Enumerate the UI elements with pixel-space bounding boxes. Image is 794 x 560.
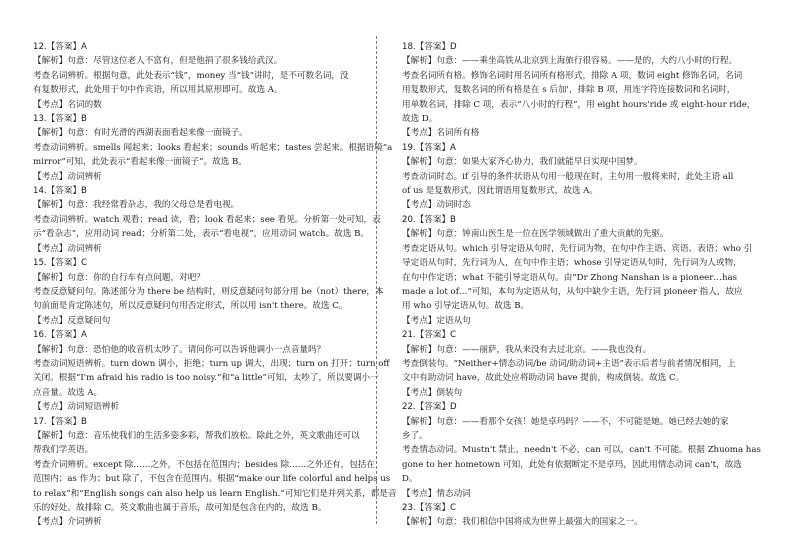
topic-line: 【考点】倒装句 (402, 387, 463, 398)
explanation-line: 关闭。根据“I'm afraid his radio is too noisy.”和“a little”可知，太吵了，所以要调小一 (33, 373, 379, 384)
answer-line: 13.【答案】B (33, 114, 87, 125)
explanation-line: 考查介词辨析。except 除……之外，不包括在范围内；besides 除……之外还有，包括在 (33, 459, 375, 470)
topic-line: 【考点】反意疑问句 (33, 315, 111, 326)
answer-line: 23.【答案】C (402, 503, 457, 513)
answer-line: 14.【答案】B (33, 186, 87, 197)
explanation-line: 考查定语从句。which 引导定语从句时，先行词为物，在句中作主语、宾语、表语；who 引 (402, 243, 753, 254)
answer-line: 21.【答案】C (402, 330, 457, 341)
answer-line: 12.【答案】A (33, 42, 87, 52)
explanation-line: 句前面是肯定陈述句，所以反意疑问句用否定形式，所以用 isn't there。故选 C。 (33, 301, 348, 312)
explanation-line: 考查名词所有格。修饰名词时用名词所有格形式，排除 A 项，数词 eight 修饰名词，名词 (402, 70, 743, 81)
analysis-line: 【解析】句意：我们相信中国将成为世界上最强大的国家之一。 (402, 517, 643, 528)
topic-line: 【考点】情态动词 (402, 488, 471, 499)
analysis-line: 【解析】句意：你的自行车有点问题，对吧？ (33, 272, 205, 283)
topic-line: 【考点】名词所有格 (402, 128, 480, 139)
answer-line: 19.【答案】A (402, 142, 456, 153)
explanation-line: 考查倒装句。“Neither+情态动词/be 动词/助动词+主语”表示后者与前者情况相同，上 (402, 358, 736, 369)
answer-line: 17.【答案】B (33, 416, 87, 427)
topic-line: 【考点】动词辨析 (33, 243, 102, 254)
topic-line: 【考点】介词辨析 (33, 517, 102, 528)
answer-line: 20.【答案】B (402, 214, 456, 225)
analysis-line: 【解析】句意：钟南山医生是一位在医学领域做出了重大贡献的先驱。 (402, 229, 669, 240)
analysis-line: 【解析】句意：——丽萨，我从来没有去过北京。——我也没有。 (402, 344, 652, 355)
topic-line: 【考点】动词辨析 (33, 171, 102, 182)
explanation-line: 导定语从句时，先行词为人，在句中作主语；whose 引导定语从句时，先行词为人或物， (402, 258, 742, 269)
explanation-line: 乡了。 (402, 430, 428, 441)
analysis-line: 【解析】句意：我经常看杂志，我的父母总是看电视。 (33, 200, 240, 211)
explanation-line: 考查动词辨析。watch 观看；read 读，看；look 看起来；see 看见。分析第一处可知，表 (33, 214, 381, 225)
analysis-line: 【解析】句意：音乐使我们的生活多姿多彩，帮我们放松。除此之外，英文歌曲还可以 (33, 430, 360, 441)
explanation-line: 考查反意疑问句。陈述部分为 there be 结构时，则反意疑问句部分用 be（not）there，本 (33, 286, 384, 297)
explanation-line: 考查名词辨析。根据句意，此处表示“钱”，money 当“钱”讲时，是不可数名词，没 (33, 70, 349, 81)
answer-line: 16.【答案】A (33, 330, 87, 341)
explanation-line: D。 (402, 474, 418, 485)
topic-line: 【考点】动词时态 (402, 200, 471, 211)
explanation-line: 考查动词时态。if 引导的条件状语从句用一般现在时，主句用一般将来时，此处主语 all (402, 171, 734, 182)
explanation-line: 文中有助动词 have，故此处应将助动词 have 提前，构成倒装。故选 C。 (402, 373, 685, 384)
explanation-line: 故选 D。 (402, 114, 438, 125)
explanation-line: to relax”和“English songs can also help us learn English.”可知它们是并列关系，都是音 (33, 488, 397, 499)
explanation-line: 考查情态动词。Mustn't 禁止，needn't 不必，can 可以，can't 不可能。根据 Zhuoma has (402, 445, 761, 456)
explanation-line: 考查动词短语辨析。turn down 调小，拒绝；turn up 调大，出现；turn on 打开；turn off (33, 358, 390, 369)
analysis-line: 【解析】句意：——乘坐高铁从北京到上海旅行很容易。——是的，大约八小时的行程。 (402, 56, 738, 67)
analysis-line: 【解析】句意：如果大家齐心协力，我们就能早日实现中国梦。 (402, 157, 643, 168)
explanation-line: 用复数形式，复数名词的所有格是在 s 后加'，排除 B 项，用连字符连接数词和名词时， (402, 85, 736, 96)
explanation-line: made a lot of…”可知，本句为定语从句，从句中缺少主语，先行词 pioneer 指人，故应 (402, 286, 743, 297)
explanation-line: 有复数形式，此处用于句中作宾语，所以用其原形即可。故选 A。 (33, 85, 283, 96)
explanation-line: 示“看杂志”，应用动词 read；分析第二处，表示“看电视”，应用动词 watch。故选 B。 (33, 229, 369, 240)
analysis-line: 【解析】句意：有时光滑的西湖表面看起来像一面镜子。 (33, 128, 248, 139)
answer-line: 18.【答案】D (402, 42, 457, 52)
explanation-line: 考查动词辨析。smells 闻起来；looks 看起来；sounds 听起来；tastes 尝起来。根据语境“a (33, 142, 393, 153)
explanation-line: 点音量。故选 A。 (33, 387, 103, 398)
explanation-line: gone to her hometown 可知，此处有依据断定不是卓玛，因此用情态动词 can't，故选 (402, 459, 742, 470)
explanation-line: mirror”可知，此处表示“看起来像一面镜子”。故选 B。 (33, 157, 247, 168)
explanation-line: 范围内；as 作为；but 除了，不包含在范围内。根据“make our life colorful and helps us (33, 474, 391, 485)
right-column (402, 40, 761, 530)
analysis-line: 【解析】句意：恐怕他的收音机太吵了。请问你可以告诉他调小一点音量吗？ (33, 344, 326, 355)
explanation-line: of us 是复数形式，因此谓语用复数形式，故选 A。 (402, 186, 598, 197)
explanation-line: 用单数名词，排除 C 项，表示“八小时的行程”，用 eight hours'ride 或 eight-hour ride， (402, 99, 756, 110)
explanation-line: 帮我们学英语。 (33, 445, 94, 456)
analysis-line: 【解析】句意：尽管这位老人不富有，但是他捐了很多钱给武汉。 (33, 56, 283, 67)
explanation-line: 乐的好处。故排除 C。英文歌曲也属于音乐，故可知是包含在内的，故选 B。 (33, 503, 327, 513)
explanation-line: 在句中作定语；what 不能引导定语从句。由“Dr Zhong Nanshan is a pioneer…has (402, 272, 738, 283)
answer-line: 22.【答案】D (402, 402, 457, 413)
answer-line: 15.【答案】C (33, 258, 88, 269)
topic-line: 【考点】定语从句 (402, 315, 471, 326)
column-divider (376, 36, 377, 524)
analysis-line: 【解析】句意：——看那个女孩！她是卓玛吗？——不，不可能是她。她已经去她的家 (402, 416, 729, 427)
left-column (33, 40, 397, 530)
explanation-line: 用 who 引导定语从句。故选 B。 (402, 301, 530, 312)
topic-line: 【考点】动词短语辨析 (33, 402, 119, 413)
topic-line: 【考点】名词的数 (33, 99, 102, 110)
